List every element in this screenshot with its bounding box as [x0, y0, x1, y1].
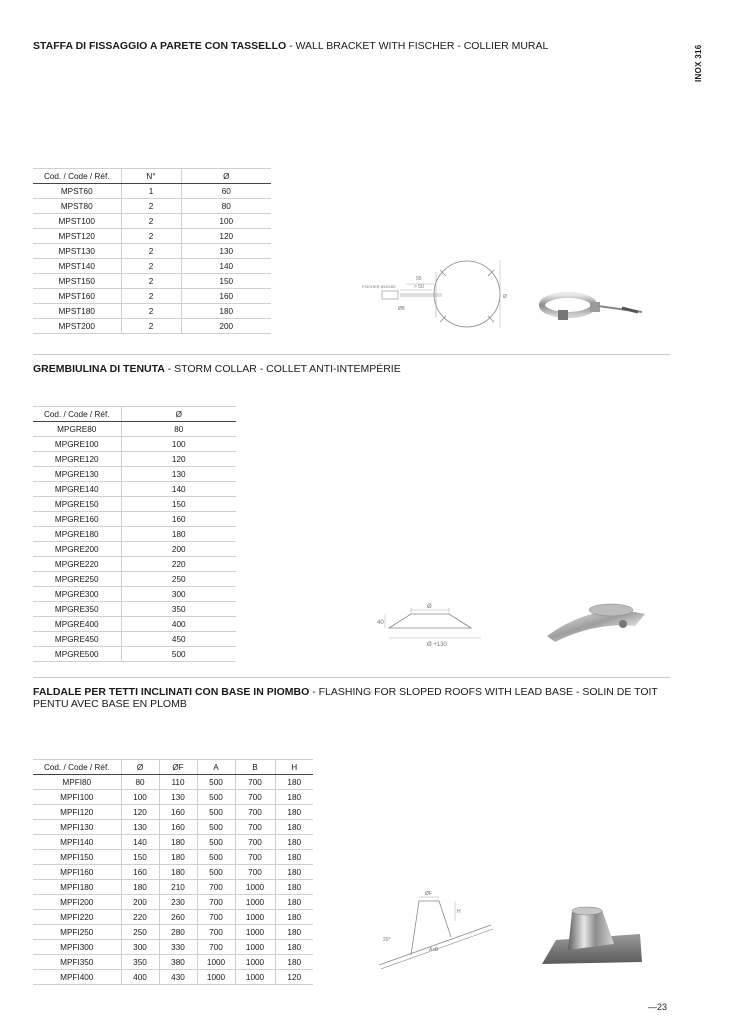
table-cell: 700 [235, 820, 275, 835]
table-cell: 430 [159, 970, 197, 985]
table-cell: 2 [121, 199, 181, 214]
table-row [33, 437, 236, 452]
section-title-bold: STAFFA DI FISSAGGIO A PARETE CON TASSELLO [33, 40, 287, 52]
table-cell: 1000 [235, 910, 275, 925]
table-cell: 220 [121, 557, 236, 572]
table-cell: 180 [159, 835, 197, 850]
table-row [33, 970, 313, 985]
table-row [33, 602, 236, 617]
table-cell: 130 [121, 820, 159, 835]
page-number [648, 1002, 667, 1012]
product-code-cell: MPFI120 [33, 805, 121, 820]
table-cell: 380 [159, 955, 197, 970]
table-cell: 330 [159, 940, 197, 955]
product-code-cell: MPFI130 [33, 820, 121, 835]
dim-label: 40 [377, 620, 384, 626]
table-cell: 180 [159, 850, 197, 865]
product-code-cell: MPFI350 [33, 955, 121, 970]
table-cell: 500 [197, 835, 235, 850]
column-header: Ø [121, 760, 159, 775]
table-row [33, 805, 313, 820]
table-cell: 700 [235, 835, 275, 850]
table-cell: 130 [181, 244, 271, 259]
table-cell: 2 [121, 214, 181, 229]
table-row [33, 542, 236, 557]
table-cell: 180 [275, 940, 313, 955]
product-code-cell: MPST150 [33, 274, 121, 289]
table-cell: 130 [121, 467, 236, 482]
table-row [33, 244, 271, 259]
table-cell: 2 [121, 229, 181, 244]
product-code-cell: MPGRE140 [33, 482, 121, 497]
table-row [33, 572, 236, 587]
table-cell: 400 [121, 970, 159, 985]
table-cell: 350 [121, 602, 236, 617]
storm-collar-table [33, 406, 236, 662]
product-code-cell: MPGRE450 [33, 632, 121, 647]
table-cell: 250 [121, 572, 236, 587]
table-cell: 700 [197, 925, 235, 940]
section-title-rest: - STORM COLLAR - COLLET ANTI-INTEMPÉRIE [164, 363, 401, 375]
storm-collar-drawing [375, 600, 495, 650]
table-cell: 1000 [235, 955, 275, 970]
page-number-dash: — [648, 1002, 657, 1012]
table-cell: 1000 [235, 925, 275, 940]
product-code-cell: MPST200 [33, 319, 121, 334]
column-header: B [235, 760, 275, 775]
table-cell: 80 [121, 775, 159, 790]
product-code-cell: MPFI220 [33, 910, 121, 925]
table-row [33, 259, 271, 274]
column-header: Ø [181, 169, 271, 184]
table-cell: 130 [159, 790, 197, 805]
table-row [33, 512, 236, 527]
table-cell: 1000 [197, 970, 235, 985]
table-cell: 220 [121, 910, 159, 925]
table-cell: 500 [197, 805, 235, 820]
table-row [33, 955, 313, 970]
column-header: Cod. / Code / Réf. [33, 169, 121, 184]
product-code-cell: MPST140 [33, 259, 121, 274]
product-code-cell: MPFI200 [33, 895, 121, 910]
table-cell: 2 [121, 304, 181, 319]
table-cell: 2 [121, 319, 181, 334]
table-cell: 180 [275, 955, 313, 970]
table-row [33, 775, 313, 790]
table-cell: 60 [181, 184, 271, 199]
section-divider [33, 677, 670, 678]
table-cell: 2 [121, 259, 181, 274]
table-cell: 200 [181, 319, 271, 334]
table-cell: 180 [275, 910, 313, 925]
table-row [33, 199, 271, 214]
table-cell: 80 [181, 199, 271, 214]
table-cell: 700 [197, 910, 235, 925]
table-row [33, 482, 236, 497]
table-cell: 140 [121, 835, 159, 850]
table-cell: 150 [121, 850, 159, 865]
product-code-cell: MPGRE160 [33, 512, 121, 527]
section-title-wall-bracket [33, 40, 653, 52]
table-cell: 500 [197, 820, 235, 835]
table-row [33, 319, 271, 334]
table-row [33, 422, 236, 437]
table-cell: 2 [121, 274, 181, 289]
table-cell: 180 [275, 925, 313, 940]
table-row [33, 925, 313, 940]
flashing-table [33, 759, 313, 985]
dim-label: Ø8 [398, 306, 405, 312]
table-cell: 160 [159, 820, 197, 835]
product-code-cell: MPFI100 [33, 790, 121, 805]
table-cell: 700 [235, 775, 275, 790]
product-code-cell: MPFI250 [33, 925, 121, 940]
table-cell: 180 [121, 527, 236, 542]
table-cell: 200 [121, 542, 236, 557]
table-cell: 180 [121, 880, 159, 895]
flashing-drawing [375, 885, 500, 970]
table-cell: 160 [181, 289, 271, 304]
table-row [33, 895, 313, 910]
column-header: Cod. / Code / Réf. [33, 407, 121, 422]
column-header: H [275, 760, 313, 775]
section-title-rest: - WALL BRACKET WITH FISCHER - COLLIER MURAL [286, 40, 549, 52]
section-title-storm-collar [33, 363, 653, 375]
product-code-cell: MPST180 [33, 304, 121, 319]
table-cell: 100 [121, 790, 159, 805]
table-cell: 110 [159, 775, 197, 790]
table-cell: 2 [121, 289, 181, 304]
table-row [33, 527, 236, 542]
table-cell: 140 [121, 482, 236, 497]
table-row [33, 790, 313, 805]
product-code-cell: MPGRE350 [33, 602, 121, 617]
table-cell: 1000 [235, 880, 275, 895]
table-cell: 500 [197, 775, 235, 790]
table-cell: 1000 [197, 955, 235, 970]
table-cell: 250 [121, 925, 159, 940]
table-cell: 2 [121, 244, 181, 259]
table-row [33, 835, 313, 850]
table-cell: 180 [275, 880, 313, 895]
dim-label: 20° [383, 937, 391, 943]
fischer-label: FISCHER Ø10X60 [362, 284, 396, 289]
table-cell: 180 [275, 835, 313, 850]
table-cell: 1000 [235, 895, 275, 910]
storm-collar-photo [543, 592, 649, 648]
section-title-rest: - FLASHING FOR SLOPED ROOFS WITH LEAD BASE - SOLIN DE TOIT PENTU AVEC BASE EN PLOMB [33, 686, 658, 710]
dim-label: Ø [427, 604, 432, 610]
dim-label: Ø +130 [427, 642, 447, 648]
table-cell: 180 [275, 790, 313, 805]
flashing-photo [540, 900, 645, 970]
table-cell: 400 [121, 617, 236, 632]
product-code-cell: MPGRE150 [33, 497, 121, 512]
table-cell: 100 [181, 214, 271, 229]
table-row [33, 452, 236, 467]
product-code-cell: MPST60 [33, 184, 121, 199]
table-row [33, 647, 236, 662]
table-cell: 120 [121, 805, 159, 820]
dim-label: AxB [429, 947, 439, 953]
product-code-cell: MPGRE300 [33, 587, 121, 602]
table-header-row [33, 169, 271, 184]
section-title-bold: GREMBIULINA DI TENUTA [33, 363, 165, 375]
table-cell: 160 [121, 865, 159, 880]
product-code-cell: MPGRE220 [33, 557, 121, 572]
table-cell: 280 [159, 925, 197, 940]
table-cell: 120 [275, 970, 313, 985]
table-row [33, 910, 313, 925]
table-row [33, 184, 271, 199]
side-label: INOX 316 [694, 44, 703, 82]
product-code-cell: MPFI140 [33, 835, 121, 850]
table-cell: 500 [121, 647, 236, 662]
section-divider [33, 354, 670, 355]
product-code-cell: MPFI300 [33, 940, 121, 955]
table-cell: 700 [235, 850, 275, 865]
table-row [33, 850, 313, 865]
table-cell: 120 [121, 452, 236, 467]
dim-label: > 50 [414, 284, 424, 290]
table-cell: 1000 [235, 970, 275, 985]
column-header: A [197, 760, 235, 775]
table-row [33, 587, 236, 602]
product-code-cell: MPFI180 [33, 880, 121, 895]
table-row [33, 865, 313, 880]
table-cell: 700 [197, 940, 235, 955]
column-header: ØF [159, 760, 197, 775]
table-cell: 230 [159, 895, 197, 910]
table-cell: 260 [159, 910, 197, 925]
table-cell: 500 [197, 865, 235, 880]
product-code-cell: MPGRE80 [33, 422, 121, 437]
table-row [33, 467, 236, 482]
table-cell: 300 [121, 587, 236, 602]
table-row [33, 214, 271, 229]
product-code-cell: MPST130 [33, 244, 121, 259]
table-cell: 100 [121, 437, 236, 452]
table-cell: 700 [235, 865, 275, 880]
dim-label: 95 [416, 276, 422, 282]
product-code-cell: MPGRE400 [33, 617, 121, 632]
product-code-cell: MPGRE180 [33, 527, 121, 542]
table-row [33, 632, 236, 647]
table-cell: 180 [275, 850, 313, 865]
dim-label: H [457, 909, 461, 915]
table-row [33, 229, 271, 244]
table-cell: 1 [121, 184, 181, 199]
table-cell: 150 [121, 497, 236, 512]
table-row [33, 557, 236, 572]
product-code-cell: MPST100 [33, 214, 121, 229]
table-cell: 450 [121, 632, 236, 647]
table-cell: 700 [197, 895, 235, 910]
dim-label: Ø [503, 294, 507, 300]
table-cell: 180 [275, 805, 313, 820]
table-cell: 210 [159, 880, 197, 895]
table-cell: 500 [197, 850, 235, 865]
product-code-cell: MPST120 [33, 229, 121, 244]
table-cell: 700 [235, 805, 275, 820]
table-cell: 180 [181, 304, 271, 319]
table-cell: 180 [159, 865, 197, 880]
product-code-cell: MPGRE200 [33, 542, 121, 557]
column-header: Cod. / Code / Réf. [33, 760, 121, 775]
column-header: N° [121, 169, 181, 184]
table-cell: 180 [275, 820, 313, 835]
table-cell: 700 [197, 880, 235, 895]
product-code-cell: MPFI400 [33, 970, 121, 985]
product-code-cell: MPGRE500 [33, 647, 121, 662]
product-code-cell: MPST80 [33, 199, 121, 214]
product-code-cell: MPGRE100 [33, 437, 121, 452]
wall-bracket-table [33, 168, 271, 334]
product-code-cell: MPGRE120 [33, 452, 121, 467]
table-row [33, 617, 236, 632]
product-code-cell: MPST160 [33, 289, 121, 304]
table-cell: 140 [181, 259, 271, 274]
table-cell: 300 [121, 940, 159, 955]
table-cell: 1000 [235, 940, 275, 955]
product-code-cell: MPGRE250 [33, 572, 121, 587]
table-cell: 80 [121, 422, 236, 437]
table-row [33, 820, 313, 835]
wall-bracket-photo [538, 288, 646, 328]
section-title-bold: FALDALE PER TETTI INCLINATI CON BASE IN PIOMBO [33, 686, 310, 698]
page-number-value: 23 [657, 1002, 668, 1012]
table-cell: 700 [235, 790, 275, 805]
table-row [33, 497, 236, 512]
table-cell: 160 [121, 512, 236, 527]
product-code-cell: MPGRE130 [33, 467, 121, 482]
product-code-cell: MPFI150 [33, 850, 121, 865]
table-cell: 160 [159, 805, 197, 820]
table-cell: 180 [275, 895, 313, 910]
wall-bracket-drawing [360, 258, 515, 330]
table-row [33, 304, 271, 319]
product-code-cell: MPFI80 [33, 775, 121, 790]
table-cell: 500 [197, 790, 235, 805]
table-row [33, 880, 313, 895]
table-cell: 120 [181, 229, 271, 244]
section-title-flashing [33, 686, 668, 710]
table-row [33, 940, 313, 955]
table-header-row [33, 760, 313, 775]
column-header: Ø [121, 407, 236, 422]
product-code-cell: MPFI160 [33, 865, 121, 880]
table-cell: 180 [275, 865, 313, 880]
dim-label: ØF [425, 891, 432, 897]
table-cell: 150 [181, 274, 271, 289]
table-row [33, 274, 271, 289]
table-cell: 350 [121, 955, 159, 970]
table-cell: 200 [121, 895, 159, 910]
table-header-row [33, 407, 236, 422]
table-row [33, 289, 271, 304]
table-cell: 180 [275, 775, 313, 790]
